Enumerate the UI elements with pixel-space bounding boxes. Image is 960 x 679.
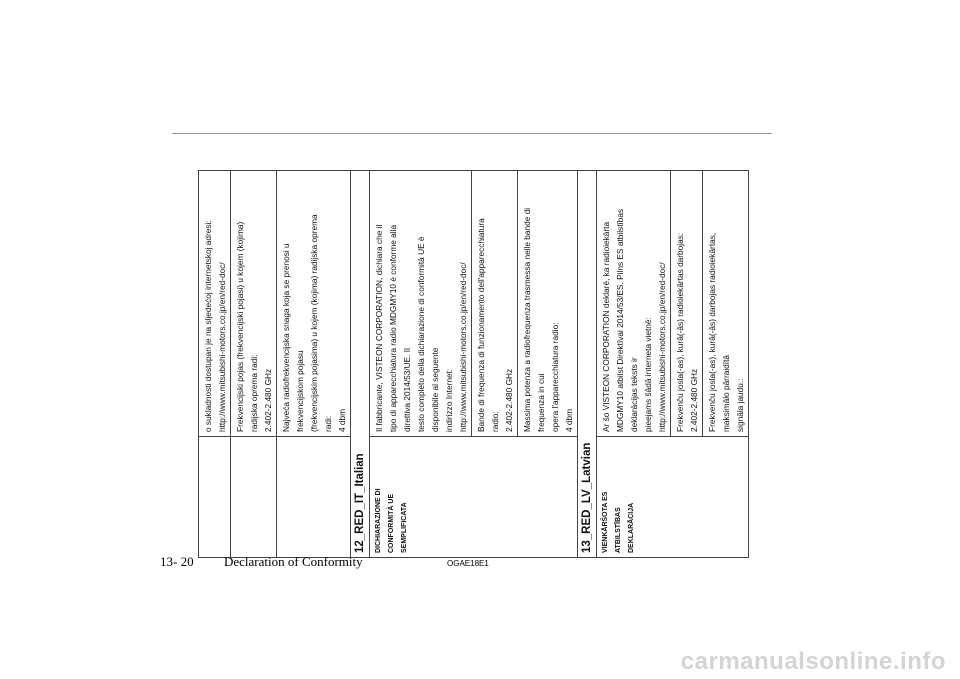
label-line: VIENKĀRŠOTA ES (602, 491, 609, 553)
section-heading-row (351, 171, 370, 558)
text-line: Frekvenču josla(-as), kurā(-ās) radioiekārtas darbojas: (675, 232, 685, 432)
label-line: DICHIARAZIONE DI (375, 488, 382, 553)
url-line: http://www.mitsubishi-motors.co.jp/en/red-doc/ (657, 262, 667, 432)
value-cell (703, 171, 749, 437)
text-line: MDGMY10 atbilst Direktīvai 2014/53/ES. Pilns ES atbilstības (615, 208, 625, 432)
text-line: radi: (323, 415, 333, 432)
value-cell (597, 171, 671, 437)
value-cell (277, 171, 351, 437)
text-line: 4 dbm (337, 408, 347, 432)
section-heading-row (578, 171, 597, 558)
text-line: tipo di apparecchiatura radio MDGMY10 è conforme alla (388, 224, 398, 432)
label-cell (370, 437, 578, 558)
table-row (277, 171, 351, 558)
rotated-table-region (198, 170, 745, 558)
text-line: radijska oprema radi: (249, 354, 259, 432)
section-heading-it: 12_RED_IT_Italian (351, 171, 370, 558)
text-line: 2.402-2.480 GHz (263, 368, 273, 432)
text-line: pieejams šādā interneta vietnē: (643, 317, 653, 432)
label-cell (277, 437, 351, 558)
document-code: OGAE18E1 (447, 559, 489, 568)
label-line: SEMPLIFICATA (401, 502, 408, 553)
table-row (370, 171, 472, 558)
text-line: frekvencijskom pojasu (295, 350, 305, 432)
value-cell (472, 171, 518, 437)
text-line: Frekvencijski pojas (frekvencijski pojasi) u kojem (kojima) (235, 221, 245, 432)
text-line: Il fabbricante, VISTEON CORPORATION, dichiara che il (374, 224, 384, 432)
text-line: Ar šo VISTEON CORPORATION deklarē, ka radioiekārta (601, 221, 611, 432)
rotated-table (198, 170, 745, 558)
value-cell (199, 171, 231, 437)
page-number: 13- 20 (160, 554, 194, 569)
section-heading-lv: 13_RED_LV_Latvian (578, 171, 597, 558)
top-rule (172, 133, 772, 134)
text-line: disponibile al seguente (430, 347, 440, 432)
text-line: Frekvenču josla(-as), kurā(-ās) darbojas radioiekārtas, (707, 232, 717, 432)
text-line: frequenza in cui (536, 373, 546, 432)
text-line: opera l'apparecchiatura radio: (550, 322, 560, 432)
text-line: 2.402-2.480 GHz (689, 368, 699, 432)
label-cell (231, 437, 277, 558)
value-cell (370, 171, 472, 437)
label-cell (597, 437, 749, 558)
text-line: indirizzo Internet: (444, 368, 454, 432)
value-cell (671, 171, 703, 437)
text-line: deklarācijas teksts ir (629, 357, 639, 432)
text-line: 4 dbm (564, 408, 574, 432)
text-line: (frekvencijskim pojasima) u kojem (kojima) radijska oprema (309, 214, 319, 432)
table-row (597, 171, 671, 558)
section-title: Declaration of Conformity (224, 554, 363, 569)
value-cell (518, 171, 578, 437)
text-line: Massima potenza a radiofrequenza trasmessa nelle bande di (522, 207, 532, 432)
value-cell (231, 171, 277, 437)
text-line: testo completo della dichiarazione di conformità UE è (416, 236, 426, 432)
text-line: Bande di frequenza di funzionamento dell'apparecchiatura (476, 218, 486, 432)
text-line: maksimālo pārraidītā (721, 354, 731, 432)
label-line: DEKLARĀCIJA (628, 502, 635, 553)
conformity-table (198, 170, 749, 558)
text-line: radio: (490, 411, 500, 432)
label-line: ATBILSTĪBAS (615, 507, 622, 553)
url-line: http://www.mitsubishi-motors.co.jp/en/red-doc/ (458, 262, 468, 432)
text-line: 2.402-2.480 GHz (504, 368, 514, 432)
text-line: o sukladnosti dostupan je na sljedećoj internetskoj adresi: (203, 220, 213, 432)
text-line: Najveća radiofrekvencijska snaga koja se prenosi u (281, 243, 291, 432)
label-line: CONFORMITÀ UE (388, 493, 395, 553)
text-line: signāla jaudu.: (735, 378, 745, 432)
url-line: http://www.mitsubishi-motors.co.jp/en/red-doc/ (217, 262, 227, 432)
text-line: direttiva 2014/53/UE. Il (402, 348, 412, 432)
table-row (199, 171, 231, 558)
table-row (231, 171, 277, 558)
label-cell (199, 437, 231, 558)
watermark: carmanualsonline.info (680, 648, 946, 675)
